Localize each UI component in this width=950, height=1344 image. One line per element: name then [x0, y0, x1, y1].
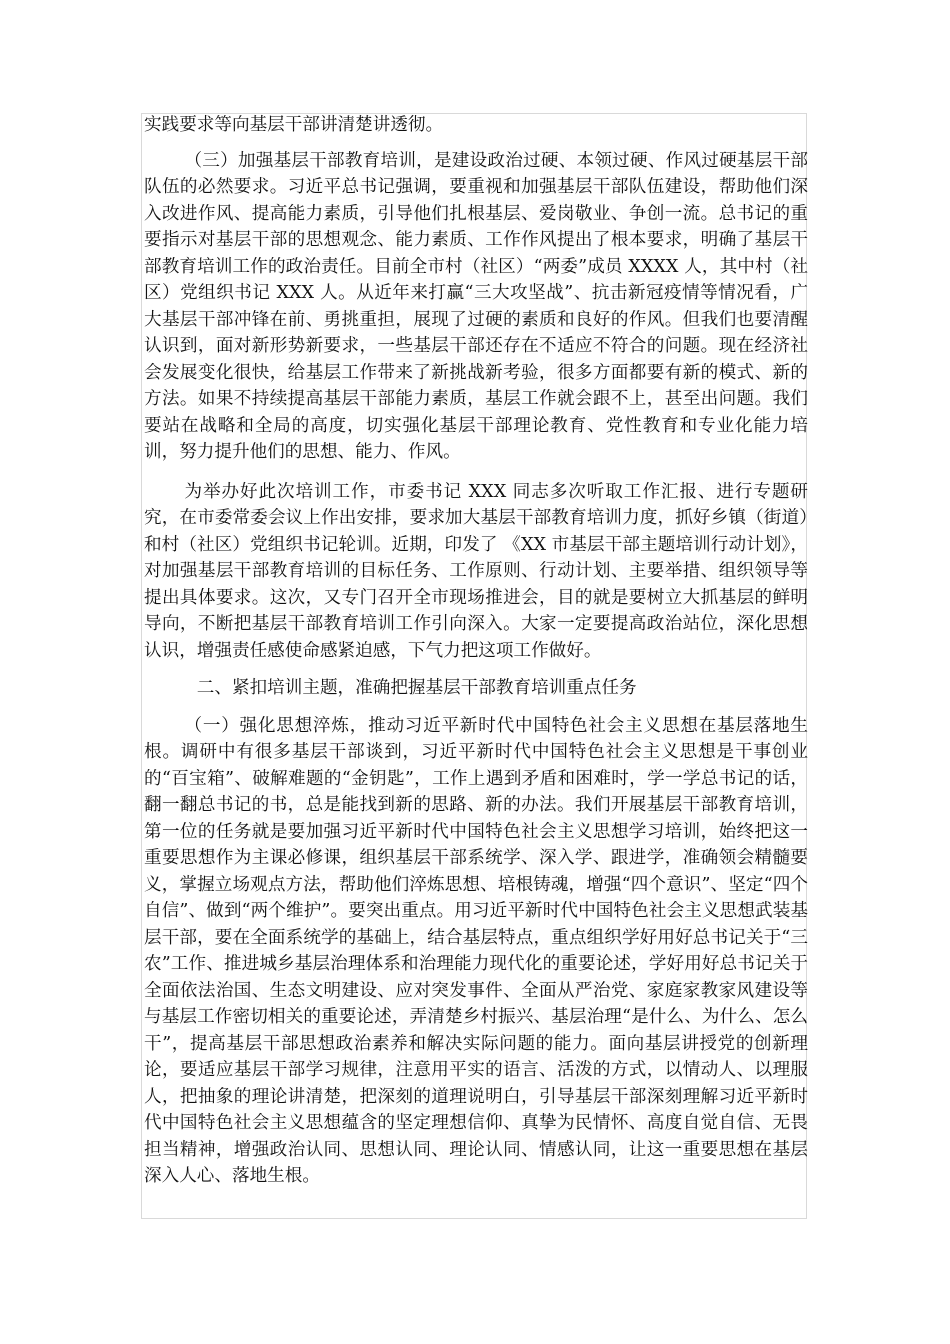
- section-heading-two: 二、紧扣培训主题，准确把握基层干部教育培训重点任务: [196, 678, 637, 698]
- paragraph-section-three: （三）加强基层干部教育培训，是建设政治过硬、本领过硬、作风过硬基层干部队伍的必然要求。习近平总书记强调，要重视和加强基层干部队伍建设，帮助他们深入改进作风、提高能力素质，引导他们扎根基层、爱岗敬业、争创一流。总书记的重要指示对基层干部的思想观念、能力素质、工作作风提出了根本要求，明确了基层干部教育培训工作的政治责任。目前全市村（社区）“两委”成员 XXXX 人，其中村（社区）党组织书记 XXX 人。从近年来打赢“三大攻坚战”、抗击新冠疫情等情况看，广大基层干部冲锋在前、勇挑重担，展现了过硬的素质和良好的作风。但我们也要清醒认识到，面对新形势新要求，一些基层干部还存在不适应不符合的问题。现在经济社会发展变化很快，给基层工作带来了新挑战新考验，很多方面都要有新的模式、新的方法。如果不持续提高基层干部能力素质，基层工作就会跟不上，甚至出问题。我们要站在战略和全局的高度，切实强化基层干部理论教育、党性教育和专业化能力培训，努力提升他们的思想、能力、作风。: [144, 150, 808, 462]
- paragraph-training-arrangement: 为举办好此次培训工作，市委书记 XXX 同志多次听取工作汇报、进行专题研究，在市委常委会议上作出安排，要求加大基层干部教育培训力度，抓好乡镇（街道）和村（社区）党组织书记轮训。近期，印发了 《XX 市基层干部主题培训行动计划》，对加强基层干部教育培训的目标任务、工作原则、行动计划、主要举措、组织领导等提出具体要求。这次，又专门召开全市现场推进会，目的就是要树立大抓基层的鲜明导向，不断把基层干部教育培训工作引向深入。大家一定要提高政治站位，深化思想认识，增强责任感使命感紧迫感，下气力把这项工作做好。: [144, 481, 808, 661]
- paragraph-continuation: 实践要求等向基层干部讲清楚讲透彻。: [144, 115, 444, 135]
- paragraph-subsection-one: （一）强化思想淬炼，推动习近平新时代中国特色社会主义思想在基层落地生根。调研中有很多基层干部谈到，习近平新时代中国特色社会主义思想是干事创业的“百宝箱”、破解难题的“金钥匙”，工作上遇到矛盾和困难时，学一学总书记的话，翻一翻总书记的书，总是能找到新的思路、新的办法。我们开展基层干部教育培训，第一位的任务就是要加强习近平新时代中国特色社会主义思想学习培训，始终把这一重要思想作为主课必修课，组织基层干部系统学、深入学、跟进学，准确领会精髓要义，掌握立场观点方法，帮助他们淬炼思想、培根铸魂，增强“四个意识”、坚定“四个自信”、做到“两个维护”。要突出重点。用习近平新时代中国特色社会主义思想武装基层干部，要在全面系统学的基础上，结合基层特点，重点组织学好用好总书记关于“三农”工作、推进城乡基层治理体系和治理能力现代化的重要论述，学好用好总书记关于全面依法治国、生态文明建设、应对突发事件、全面从严治党、家庭家教家风建设等与基层工作密切相关的重要论述，弄清楚乡村振兴、基层治理“是什么、为什么、怎么干”，提高基层干部思想政治素养和解决实际问题的能力。面向基层讲授党的创新理论，要适应基层干部学习规律，注意用平实的语言、活泼的方式，以情动人、以理服人，把抽象的理论讲清楚，把深刻的道理说明白，引导基层干部深刻理解习近平新时代中国特色社会主义思想蕴含的坚定理想信仰、真挚为民情怀、高度自觉自信、无畏担当精神，增强政治认同、思想认同、理论认同、情感认同，让这一重要思想在基层深入人心、落地生根。: [144, 715, 808, 1186]
- document-body: [144, 112, 808, 1203]
